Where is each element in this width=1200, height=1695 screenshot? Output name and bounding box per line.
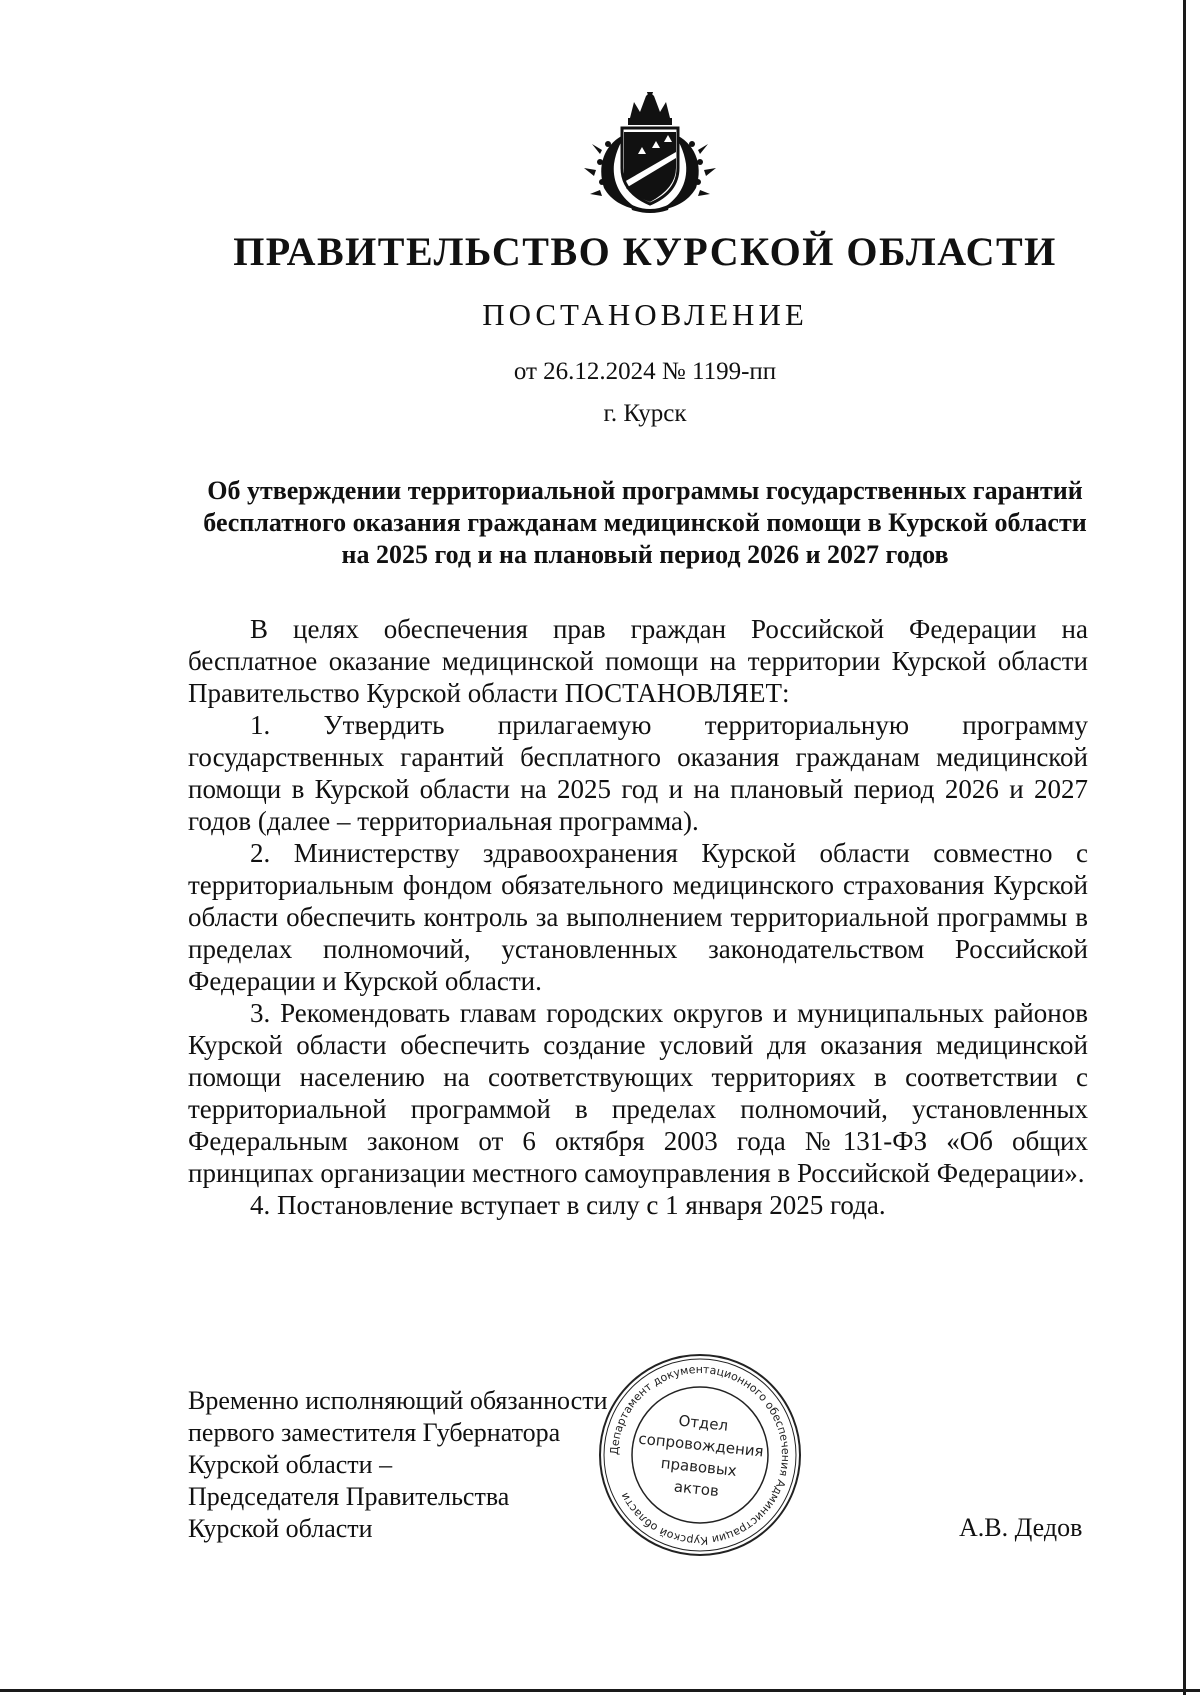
document-subject: Об утверждении территориальной программы государственных гарантий бесплатного оказания гражданам медицинской помощи в Курской области на 2025 год и на плановый период 2026 и 2027 годов [203,476,1087,569]
paragraph-item-3: 3. Рекомендовать главам городских округов и муниципальных районов Курской области обеспечить создание условий для оказания медицинской помощи населению на соответствующих территориях в соответствии с территориальной программой в пределах полномочий, установленных Федеральным законом от 6 октября 2003 года №131-ФЗ «Об общих принципах организации местного самоуправления в Российской Федерации». [188,998,1088,1188]
document-city: г. Курск [603,400,687,427]
page-edge-bottom [0,1689,1200,1692]
paragraph-preamble: В целях обеспечения прав граждан Российской Федерации на бесплатное оказание медицинской помощи на территории Курской области Правительство Курской области ПОСТАНОВЛЯЕТ: [188,614,1088,708]
signatory-position-line: Председателя Правительства [188,1482,510,1511]
document-date-number: от 26.12.2024 № 1199-пп [513,358,777,385]
kursk-coat-of-arms-icon [582,92,718,214]
paragraph-item-4: 4. Постановление вступает в силу с 1 января 2025 года. [250,1190,886,1220]
stamp-center-line: правовых [659,1454,738,1480]
paragraph-item-1: 1. Утвердить прилагаемую территориальную программу государственных гарантий бесплатного оказания гражданам медицинской помощи в Курской области на 2025 год и на плановый период 2026 и 2027 годов (далее – территориальная программа). [188,710,1088,836]
signatory-position-line: Временно исполняющий обязанности [188,1386,608,1415]
stamp-center-line: Отдел [677,1411,730,1435]
paragraph-item-2: 2. Министерству здравоохранения Курской области совместно с территориальным фондом обязательного медицинского страхования Курской области обеспечить контроль за выполнением территориальной программы в пределах полномочий, установленных законодательством Российской Федерации и Курской области. [188,838,1088,996]
government-title: ПРАВИТЕЛЬСТВО КУРСКОЙ ОБЛАСТИ [233,229,1057,274]
stamp-center-line: актов [673,1477,720,1501]
signatory-position-line: Курской области – [188,1450,393,1479]
document-body [188,613,1088,1221]
round-stamp-icon [595,1350,805,1560]
stamp-center-line: сопровождения [637,1429,765,1461]
signatory-position-line: первого заместителя Губернатора [188,1418,561,1447]
document-type: ПОСТАНОВЛЕНИЕ [482,297,808,332]
signatory-position [188,1385,608,1545]
signatory-name: А.В. Дедов [959,1513,1083,1542]
stamp-ring-text: Департамент документационного обеспечения Администрации Курской области [607,1362,793,1548]
signatory-position-line: Курской области [188,1514,373,1543]
